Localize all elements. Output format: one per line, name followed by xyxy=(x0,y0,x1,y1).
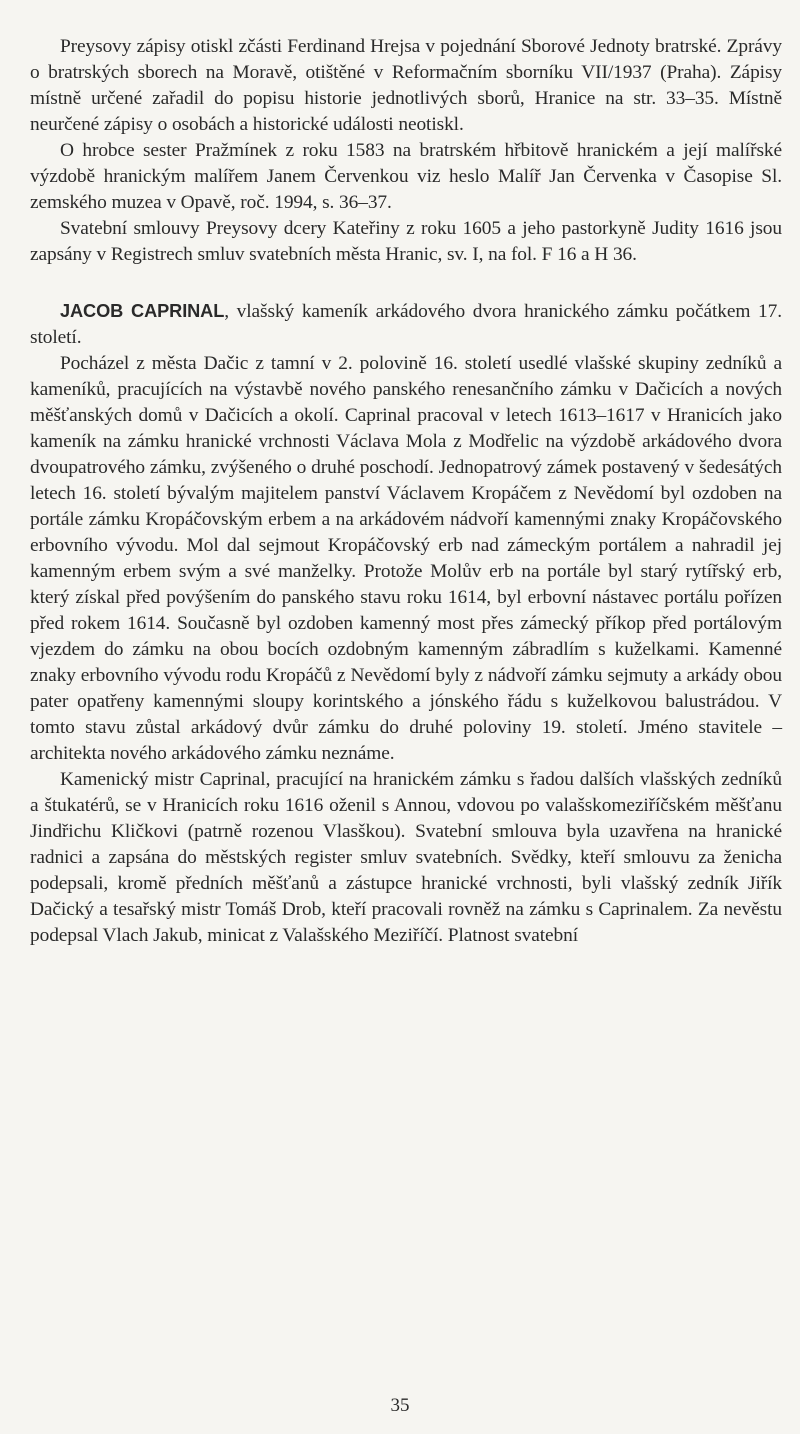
entry-heading-description: , vlašský kameník arkádového dvora hranického zámku počátkem 17. století. xyxy=(30,301,782,348)
body-text xyxy=(30,34,782,949)
entry-heading: JACOB CAPRINAL xyxy=(60,301,225,321)
paragraph-hrejsa: Preysovy zápisy otiskl zčásti Ferdinand Hrejsa v pojednání Sborové Jednoty bratrské. Zprávy o bratrských sborech na Moravě, otištěné v Reformačním sborníku VII/1937 (Praha). Zápisy místně určené zařadil do popisu historie jednotlivých sborů, Hranice na str. 33–35. Místně neurčené zápisy o osobách a historické události neotiskl. xyxy=(30,36,782,135)
entry-heading-paragraph xyxy=(30,298,782,351)
page-number: 35 xyxy=(390,1395,410,1416)
paragraph-smlouvy: Svatební smlouvy Preysovy dcery Kateřiny z roku 1605 a jeho pastorkyně Judity 1616 jsou zapsány v Registrech smluv svatebních města Hranic, sv. I, na fol. F 16 a H 36. xyxy=(30,218,782,265)
entry-separator xyxy=(30,268,782,298)
paragraph-hrobka: O hrobce sester Pražmínek z roku 1583 na bratrském hřbitově hranickém a její malířské výzdobě hranickým malířem Janem Červenkou viz heslo Malíř Jan Červenka v Časopise Sl. zemského muzea v Opavě, roč. 1994, s. 36–37. xyxy=(30,140,782,213)
paragraph-snatek: Kamenický mistr Caprinal, pracující na hranickém zámku s řadou dalších vlašských zedníků a štukatérů, se v Hranicích roku 1616 oženil s Annou, vdovou po valašskomeziříčském měšťanu Jindřichu Kličkovi (patrně rozenou Vlasškou). Svatební smlouva byla uzavřena na hranické radnici a zapsána do městských register smluv svatebních. Svědky, kteří smlouvu za ženicha podepsali, kromě předních měšťanů a zástupce hranické vrchnosti, byli vlašský zedník Jiřík Dačický a tesařský mistr Tomáš Drob, kteří pracovali rovněž na zámku s Caprinalem. Za nevěstu podepsal Vlach Jakub, minicat z Valašského Meziříčí. Platnost svatební xyxy=(30,769,782,946)
paragraph-puvod: Pocházel z města Dačic z tamní v 2. polovině 16. století usedlé vlašské skupiny zedníků a kameníků, pracujících na výstavbě nového panského renesančního zámku v Dačicích a nových měšťanských domů v Dačicích a okolí. Caprinal pracoval v letech 1613–1617 v Hranicích jako kameník na zámku hranické vrchnosti Václava Mola z Modřelic na výzdobě arkádového dvora dvoupatrového zámku, zvýšeného o druhé poschodí. Jednopatrový zámek postavený v šedesátých letech 16. století bývalým majitelem panství Václavem Kropáčem z Nevědomí byl ozdoben na portále zámku Kropáčovským erbem a na arkádovém nádvoří kamennými znaky Kropáčovského erbovního vývodu. Mol dal sejmout Kropáčovský erb nad zámeckým portálem a nahradil jej kamenným erbem svým a své manželky. Protože Molův erb na portále byl starý rytířský erb, který získal před povýšením do panského stavu roku 1614, byl erbovní nástavec portálu pořízen před rokem 1614. Současně byl ozdoben kamenný most přes zámecký příkop před portálovým vjezdem do zámku na obou bocích ozdobným kamenným zábradlím s kuželkami. Kamenné znaky erbovního vývodu rodu Kropáčů z Nevědomí byly z nádvoří zámku sejmuty a arkády obou pater opatřeny kamennými sloupy korintského a jónského řádu s kuželkovou balustrádou. V tomto stavu zůstal arkádový dvůr zámku do druhé poloviny 19. století. Jméno stavitele – architekta nového arkádového zámku neznáme. xyxy=(30,353,782,764)
